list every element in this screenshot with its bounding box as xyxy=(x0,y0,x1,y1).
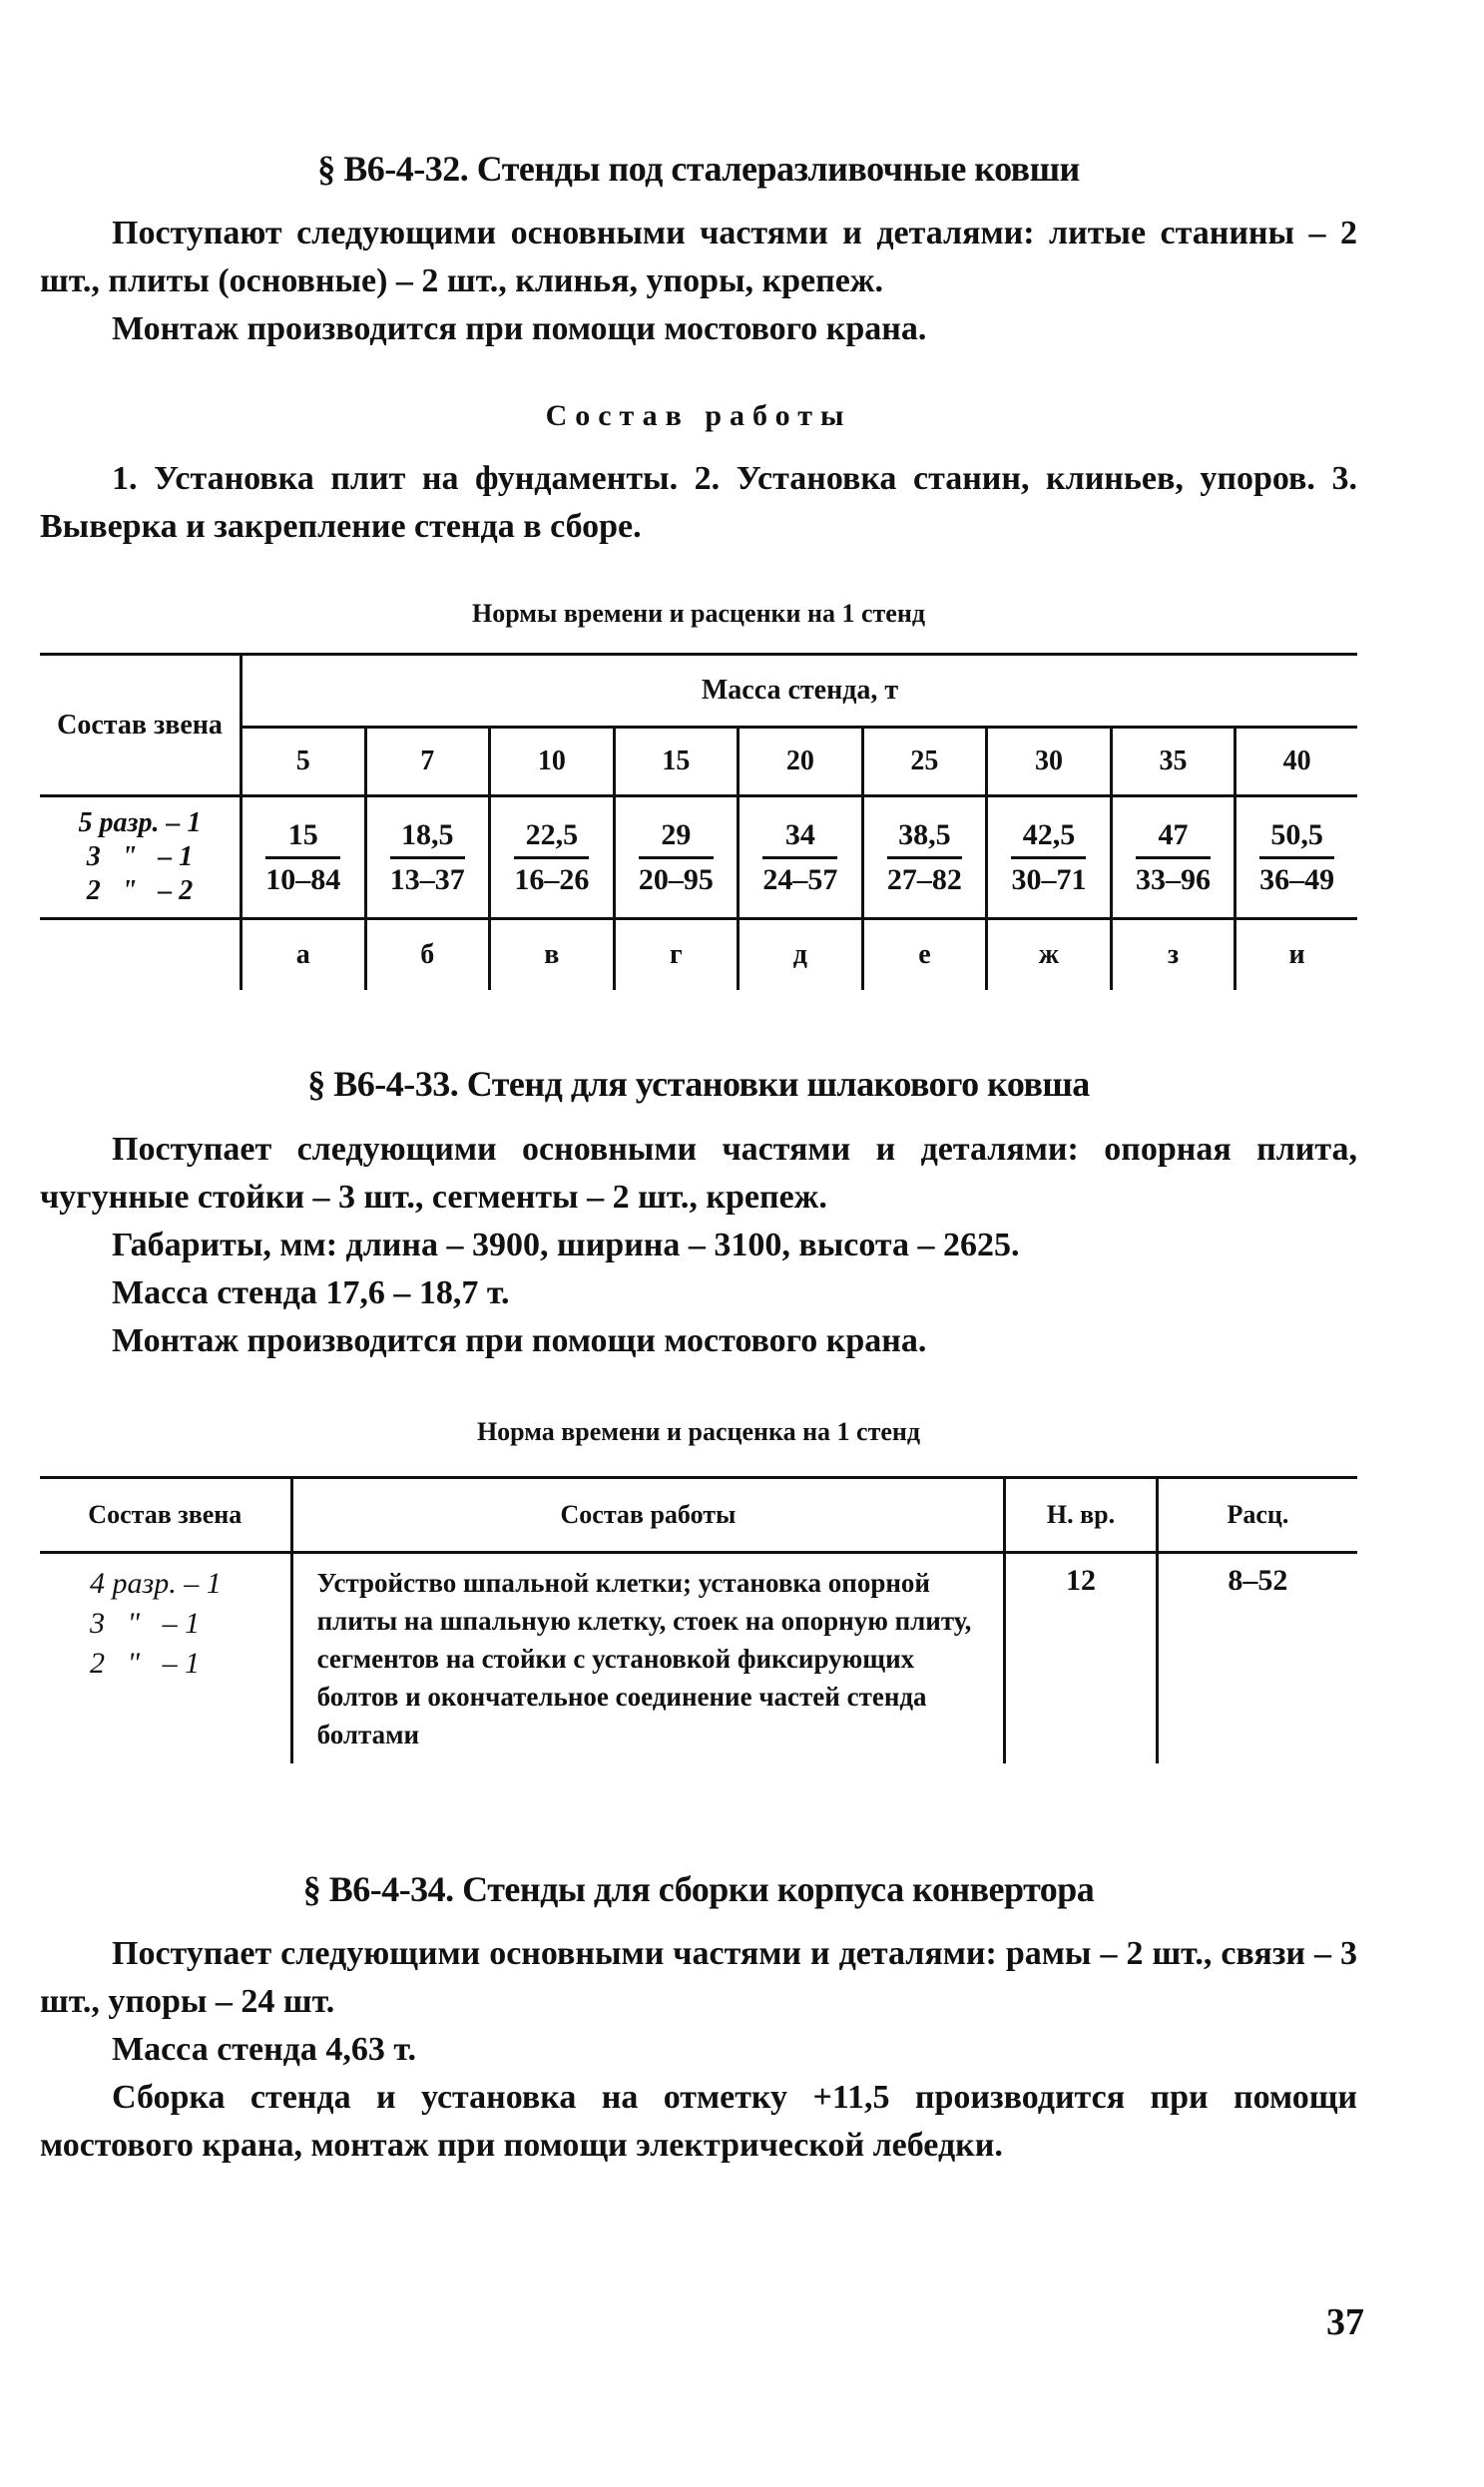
table2-brigade-line: 2 " – 1 xyxy=(90,1647,201,1680)
table2-header-rate: Расц. xyxy=(1157,1478,1357,1553)
table2-caption: Норма времени и расценка на 1 стенд xyxy=(476,1417,921,1446)
table1-mass-cell: 15 xyxy=(614,728,739,796)
table2-header-work: Состав работы xyxy=(291,1478,1005,1553)
table1-brigade-cell xyxy=(40,796,242,919)
section3-assembly-paragraph: Сборка стенда и установка на отметку +11,5 производится при помощи мостового крана, монтаж при помощи электрической лебедки. xyxy=(40,2079,1357,2164)
section2-dimensions: Габариты, мм: длина – 3900, ширина – 3100, высота – 2625. xyxy=(112,1227,1020,1263)
table2-work-cell: Устройство шпальной клетки; установка опорной плиты на шпальную клетку, стоек на опорную плиту, сегментов на стойки с установкой фиксирующих болтов и окончательное соединение частей стенда болтами xyxy=(291,1553,1005,1764)
table2-brigade-line: 4 разр. – 1 xyxy=(90,1567,222,1600)
table1-norm-rate-cell xyxy=(365,796,490,919)
section2-parts-paragraph: Поступает следующими основными частями и деталями: опорная плита, чугунные стойки – 3 шт., сегменты – 2 шт., крепеж. xyxy=(40,1131,1357,1216)
page-number: 37 xyxy=(1326,2301,1364,2343)
table1-norm-value: 29 xyxy=(639,816,714,859)
table1-mass-cell: 40 xyxy=(1236,728,1357,796)
table1-caption: Нормы времени и расценки на 1 стенд xyxy=(472,599,925,628)
table1-mass-cell: 25 xyxy=(862,728,987,796)
table2-rate-cell: 8–52 xyxy=(1157,1553,1357,1764)
table2-brigade-line: 3 " – 1 xyxy=(90,1607,201,1640)
table1-column-letter: д xyxy=(739,919,863,991)
table1-column-letter: в xyxy=(490,919,615,991)
norms-table-2 xyxy=(40,1476,1357,1763)
table1-rate-value: 13–37 xyxy=(389,862,465,896)
table1-column-letter: б xyxy=(365,919,490,991)
section-title-b6-4-33: § В6-4-33. Стенд для установки шлакового ковша xyxy=(307,1064,1090,1104)
table1-column-letter: и xyxy=(1236,919,1357,991)
table1-norm-rate-cell xyxy=(987,796,1112,919)
table1-empty-cell xyxy=(40,919,242,991)
table1-column-letter: а xyxy=(242,919,366,991)
table1-norm-value: 22,5 xyxy=(514,816,589,859)
section-title-b6-4-32: § В6-4-32. Стенды под сталеразливочные ковши xyxy=(317,149,1080,189)
table1-norm-rate-cell xyxy=(614,796,739,919)
table1-column-letter: г xyxy=(614,919,739,991)
table1-brigade-line: 3 " – 1 xyxy=(86,841,194,872)
table1-mass-cell: 7 xyxy=(365,728,490,796)
section3-mass: Масса стенда 4,63 т. xyxy=(112,2031,417,2068)
table1-mass-cell: 20 xyxy=(739,728,863,796)
table1-norm-rate-cell xyxy=(862,796,987,919)
section1-parts-paragraph: Поступают следующими основными частями и деталями: литые станины – 2 шт., плиты (основные) – 2 шт., клинья, упоры, крепеж. xyxy=(40,215,1357,299)
table1-rate-value: 20–95 xyxy=(638,862,714,896)
table1-col-brigade-header: Состав звена xyxy=(40,655,242,796)
table1-mass-cell: 30 xyxy=(987,728,1112,796)
table1-mass-cell: 35 xyxy=(1111,728,1236,796)
table1-norm-rate-cell xyxy=(739,796,863,919)
table1-rate-value: 30–71 xyxy=(1011,862,1087,896)
section3-parts-paragraph: Поступает следующими основными частями и деталями: рамы – 2 шт., связи – 3 шт., упоры – 24 шт. xyxy=(40,1935,1357,2020)
table1-mass-cell: 10 xyxy=(490,728,615,796)
table1-norm-rate-cell xyxy=(242,796,366,919)
table1-rate-value: 33–96 xyxy=(1135,862,1211,896)
norms-table-1 xyxy=(40,653,1357,990)
section2-mount: Монтаж производится при помощи мостового крана. xyxy=(112,1322,927,1359)
table1-norm-value: 38,5 xyxy=(887,816,962,859)
work-composition-heading: Состав работы xyxy=(545,399,852,432)
table1-rate-value: 27–82 xyxy=(886,862,962,896)
work-composition-text: 1. Установка плит на фундаменты. 2. Установка станин, клиньев, упоров. 3. Выверка и закрепление стенда в сборе. xyxy=(40,460,1357,545)
table1-norm-value: 47 xyxy=(1136,816,1211,859)
table1-norm-value: 34 xyxy=(762,816,837,859)
section-title-b6-4-34: § В6-4-34. Стенды для сборки корпуса конвертора xyxy=(302,1869,1095,1909)
table1-mass-header: Масса стенда, т xyxy=(242,655,1358,728)
table2-norm-cell: 12 xyxy=(1005,1553,1158,1764)
table1-rate-value: 24–57 xyxy=(762,862,838,896)
table2-brigade-cell xyxy=(40,1553,291,1764)
table1-mass-cell: 5 xyxy=(242,728,366,796)
table1-norm-rate-cell xyxy=(1111,796,1236,919)
table1-rate-value: 16–26 xyxy=(514,862,590,896)
table1-rate-value: 36–49 xyxy=(1259,862,1335,896)
table1-rate-value: 10–84 xyxy=(265,862,341,896)
table2-header-norm: Н. вр. xyxy=(1005,1478,1158,1553)
table1-column-letter: е xyxy=(862,919,987,991)
table2-header-brigade: Состав звена xyxy=(40,1478,291,1553)
table1-norm-value: 50,5 xyxy=(1259,816,1334,859)
table1-column-letter: з xyxy=(1111,919,1236,991)
table1-norm-value: 42,5 xyxy=(1011,816,1086,859)
table1-norm-rate-cell xyxy=(490,796,615,919)
table1-norm-rate-cell xyxy=(1236,796,1357,919)
table1-brigade-line: 5 разр. – 1 xyxy=(78,807,202,838)
table1-brigade-line: 2 " – 2 xyxy=(86,875,194,906)
table1-column-letter: ж xyxy=(987,919,1112,991)
section1-mount-paragraph: Монтаж производится при помощи мостового крана. xyxy=(112,310,927,347)
section2-mass: Масса стенда 17,6 – 18,7 т. xyxy=(112,1274,510,1311)
table1-norm-value: 18,5 xyxy=(390,816,465,859)
table1-norm-value: 15 xyxy=(265,816,340,859)
